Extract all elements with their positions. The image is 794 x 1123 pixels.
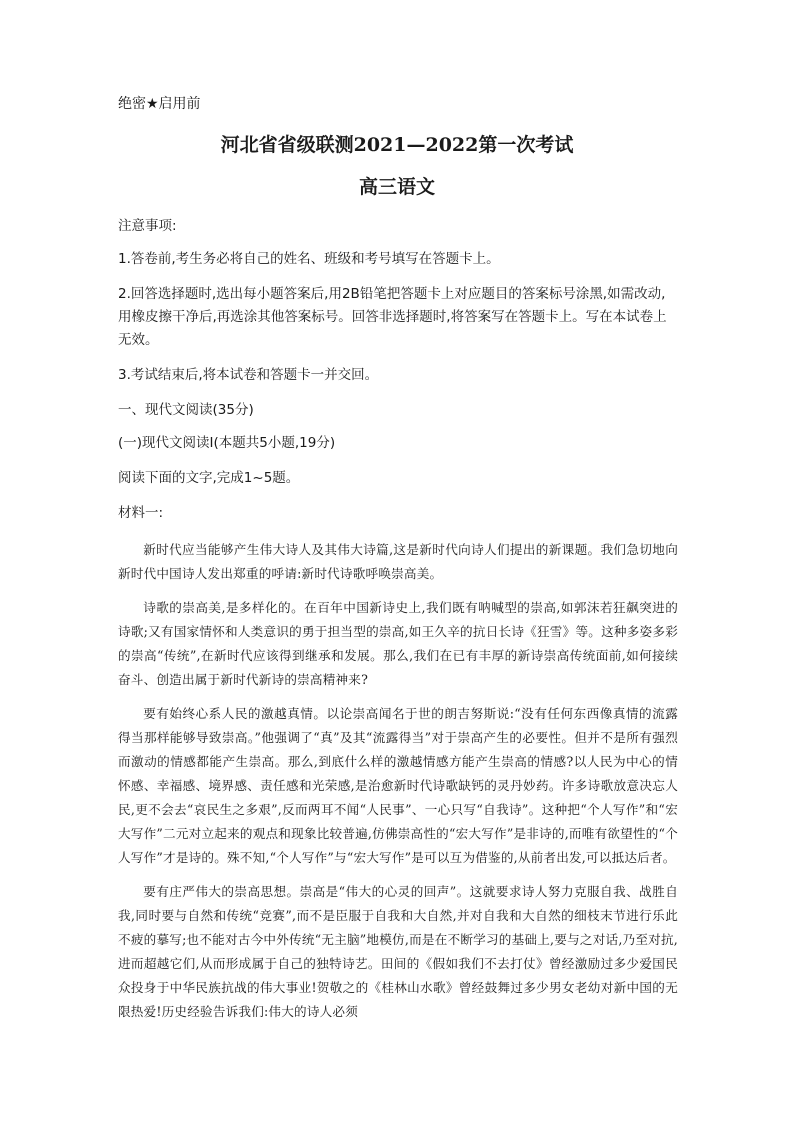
passage-paragraph-3: 要有始终心系人民的激越真情。以论崇高闻名于世的朗吉努斯说:“没有任何东西像真情的流露得当那样能够导致崇高。”他强调了“真”及其“流露得当”对于崇高产生的必要性。但并不是所有强烈而激动的情感都能产生崇高。那么,到底什么样的激越情感方能产生崇高的情感?以人民为中心的情怀感、幸福感、境界感、责任感和光荣感,是治愈新时代诗歌缺钙的灵丹妙药。许多诗歌放意决忘人民,更不会去“哀民生之多艰”,反而两耳不闻“人民事”、一心只写“自我诗”。这种把“个人写作”和“宏大写作”二元对立起来的观点和现象比较普遍,仿佛崇高性的“宏大写作”是非诗的,而唯有欲望性的“个人写作”才是诗的。殊不知,“个人写作”与“宏大写作”是可以互为借鉴的,从前者出发,可以抵达后者。 xyxy=(118,706,678,865)
note-item-2: 2.回答选择题时,选出每小题答案后,用2B铅笔把答题卡上对应题目的答案标号涂黑,如需改动,用橡皮擦干净后,再选涂其他答案标号。回答非选择题时,将答案写在答题卡上。写在本试卷上无效。 xyxy=(118,286,667,348)
section-heading: 一、现代文阅读(35分) xyxy=(118,402,254,418)
notes-heading: 注意事项: xyxy=(118,218,177,234)
reading-passage xyxy=(118,538,678,1034)
passage-paragraph-4: 要有庄严伟大的崇高思想。崇高是“伟大的心灵的回声”。这就要求诗人努力克服自我、战胜自我,同时要与自然和传统“竞赛”,而不是臣服于自我和大自然,并对自我和大自然的细枝末节进行乐此不疲的摹写;也不能对古今中外传统“无主脑”地模仿,而是在不断学习的基础上,要与之对话,乃至对抗,进而超越它们,从而形成属于自己的独特诗艺。田间的《假如我们不去打仗》曾经激励过多少爱国民众投身于中华民族抗战的伟大事业!贺敬之的《桂林山水歌》曾经鼓舞过多少男女老幼对新中国的无限热爱!历史经验告诉我们:伟大的诗人必须 xyxy=(118,884,678,1019)
confidential-label: 绝密★启用前 xyxy=(118,96,201,112)
instructions-block xyxy=(118,215,678,537)
note-item-3: 3.考试结束后,将本试卷和答题卡一并交回。 xyxy=(118,367,379,383)
reading-instruction: 阅读下面的文字,完成1~5题。 xyxy=(118,470,300,486)
exam-subject: 高三语文 xyxy=(358,176,435,198)
passage-paragraph-1: 新时代应当能够产生伟大诗人及其伟大诗篇,这是新时代向诗人们提出的新课题。我们急切地向新时代中国诗人发出郑重的呼请:新时代诗歌呼唤崇高美。 xyxy=(118,542,678,581)
note-item-1: 1.答卷前,考生务必将自己的姓名、班级和考号填写在答题卡上。 xyxy=(118,251,500,267)
passage-paragraph-2: 诗歌的崇高美,是多样化的。在百年中国新诗史上,我们既有呐喊型的崇高,如郭沫若狂飙突进的诗歌;又有国家情怀和人类意识的勇于担当型的崇高,如王久辛的抗日长诗《狂雪》等。这种多姿多彩的崇高“传统”,在新时代应该得到继承和发展。那么,我们在已有丰厚的新诗崇高传统面前,如何接续奋斗、创造出属于新时代新诗的崇高精神来? xyxy=(118,600,678,687)
subsection-heading: (一)现代文阅读Ⅰ(本题共5小题,19分) xyxy=(118,435,336,451)
exam-title: 河北省省级联测2021—2022第一次考试 xyxy=(220,134,574,156)
material-label: 材料一: xyxy=(118,505,164,521)
